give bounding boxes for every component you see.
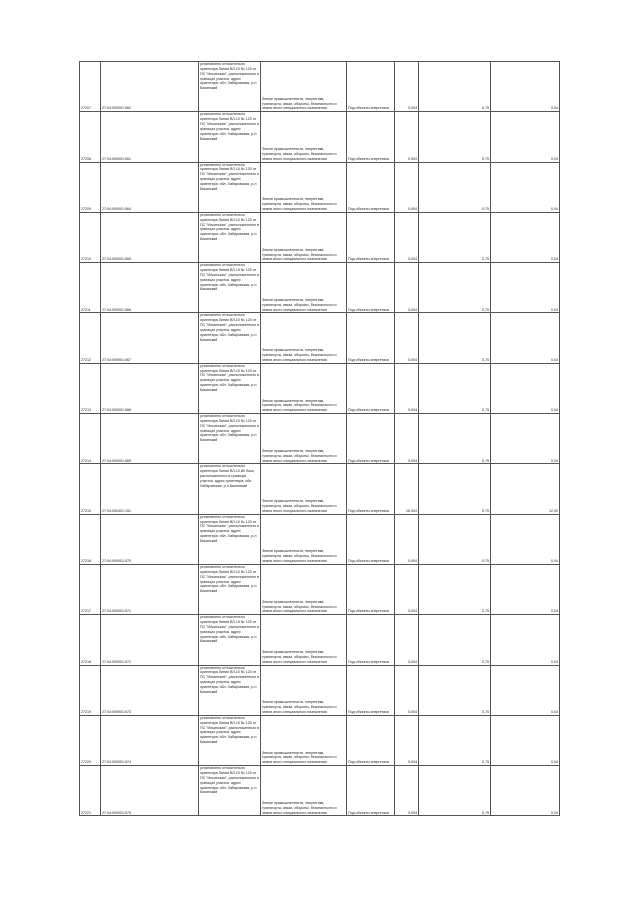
location-description: установлено относительно ориентира Линия ВЛ-10 № 120 от ПС "Ильинская", расположенного в границах участка. адрес ориентира: обл. Хабаровская, р-н Бикинский: [199, 363, 261, 413]
row-number: 27219: [80, 665, 101, 715]
rate-value: 0,75: [419, 62, 491, 112]
rate-value: 0,75: [419, 414, 491, 464]
sum-value: 0,04: [491, 62, 560, 112]
row-number: 27220: [80, 715, 101, 765]
area-value: 0,004: [395, 766, 419, 816]
rate-value: 0,75: [419, 715, 491, 765]
location-description: установлено относительно ориентира Линия ВЛ-10 № 120 от ПС "Ильинская", расположенного в границах участка. адрес ориентира: обл. Хабаровская, р-н Бикинский: [199, 62, 261, 112]
location-description: установлено относительно ориентира Линия ВЛ-10 № 120 от ПС "Ильинская", расположенного в границах участка. адрес ориентира: обл. Хабаровская, р-н Бикинский: [199, 313, 261, 363]
cadastral-number: 27:04:000901:562: [101, 62, 199, 112]
permitted-use: Под объекты энергетики: [347, 313, 395, 363]
cadastral-number: 27:04:000901:569: [101, 414, 199, 464]
cadastral-number: 27:04:000901:574: [101, 715, 199, 765]
location-description: установлено относительно ориентира Линия ВЛ-10 № 120 от ПС "Ильинская", расположенного в границах участка. адрес ориентира: обл. Хабаровская, р-н Бикинский: [199, 715, 261, 765]
row-number: 27207: [80, 62, 101, 112]
land-category: Земли промышленности, энергетики, транспорта, связи, обороны, безопасности и земли иного специального назначения: [261, 766, 347, 816]
sum-value: 0,04: [491, 715, 560, 765]
land-category: Земли промышленности, энергетики, транспорта, связи, обороны, безопасности и земли иного специального назначения: [261, 564, 347, 614]
sum-value: 0,04: [491, 414, 560, 464]
area-value: 0,004: [395, 514, 419, 564]
cadastral-number: 27:04:000901:567: [101, 313, 199, 363]
permitted-use: Под объекты энергетики: [347, 564, 395, 614]
table-row: [80, 162, 560, 212]
rate-value: 0,75: [419, 464, 491, 514]
rate-value: 0,75: [419, 263, 491, 313]
cadastral-number: 27:04:000901:572: [101, 615, 199, 665]
sum-value: 0,04: [491, 263, 560, 313]
sum-value: 0,04: [491, 766, 560, 816]
area-value: 0,004: [395, 263, 419, 313]
land-category: Земли промышленности, энергетики, транспорта, связи, обороны, безопасности и земли иного специального назначения: [261, 162, 347, 212]
permitted-use: Под объекты энергетики: [347, 514, 395, 564]
land-category: Земли промышленности, энергетики, транспорта, связи, обороны, безопасности и земли иного специального назначения: [261, 414, 347, 464]
location-description: установлено относительно ориентира Линия ВЛ-10 № 120 от ПС "Ильинская", расположенного в границах участка. адрес ориентира: обл. Хабаровская, р-н Бикинский: [199, 112, 261, 162]
cadastral-number: 27:04:000901:571: [101, 564, 199, 614]
location-description: установлено относительно ориентира Линия ВЛ-10 № 120 от ПС "Ильинская", расположенного в границах участка. адрес ориентира: обл. Хабаровская, р-н Бикинский: [199, 414, 261, 464]
cadastral-number: 27:04:000901:568: [101, 363, 199, 413]
rate-value: 0,75: [419, 162, 491, 212]
area-value: 0,004: [395, 665, 419, 715]
cadastral-number: 27:04:000901:561: [101, 112, 199, 162]
location-description: установлено относительно ориентира Линия ВЛ-10 № 120 от ПС "Ильинская", расположенного в границах участка. адрес ориентира: обл. Хабаровская, р-н Бикинский: [199, 766, 261, 816]
table-row: [80, 766, 560, 816]
cadastral-number: 27:04:000901:573: [101, 665, 199, 715]
permitted-use: Под объекты энергетики: [347, 414, 395, 464]
table-row: [80, 212, 560, 262]
area-value: 0,004: [395, 363, 419, 413]
location-description: установлено относительно ориентира Линия ВЛ-10 № 120 от ПС "Ильинская", расположенного в границах участка. адрес ориентира: обл. Хабаровская, р-н Бикинский: [199, 665, 261, 715]
cadastral-number: 27:04:000901:565: [101, 212, 199, 262]
row-number: 27208: [80, 112, 101, 162]
sum-value: 0,04: [491, 363, 560, 413]
row-number: 27213: [80, 363, 101, 413]
table-row: [80, 715, 560, 765]
permitted-use: Под объекты энергетики: [347, 715, 395, 765]
area-value: 0,004: [395, 62, 419, 112]
sum-value: 0,04: [491, 514, 560, 564]
location-description: установлено относительно ориентира Линия ВЛ-10 № 120 от ПС "Ильинская", расположенного в границах участка. адрес ориентира: обл. Хабаровская, р-н Бикинский: [199, 615, 261, 665]
sum-value: 0,04: [491, 212, 560, 262]
area-value: 0,004: [395, 615, 419, 665]
area-value: 0,004: [395, 414, 419, 464]
sum-value: 12,00: [491, 464, 560, 514]
sum-value: 0,04: [491, 615, 560, 665]
land-category: Земли промышленности, энергетики, транспорта, связи, обороны, безопасности и земли иного специального назначения: [261, 464, 347, 514]
rate-value: 0,75: [419, 112, 491, 162]
cadastral-number: 27:04:000401:151: [101, 464, 199, 514]
rate-value: 0,75: [419, 665, 491, 715]
row-number: 27215: [80, 464, 101, 514]
rate-value: 0,75: [419, 363, 491, 413]
row-number: 27217: [80, 564, 101, 614]
table-row: [80, 665, 560, 715]
rate-value: 0,75: [419, 313, 491, 363]
land-category: Земли промышленности, энергетики, транспорта, связи, обороны, безопасности и земли иного специального назначения: [261, 313, 347, 363]
table-row: [80, 464, 560, 514]
land-register-table: [79, 61, 560, 816]
permitted-use: Под объекты энергетики: [347, 766, 395, 816]
table-row: [80, 313, 560, 363]
rate-value: 0,75: [419, 615, 491, 665]
sum-value: 0,04: [491, 313, 560, 363]
table-row: [80, 514, 560, 564]
area-value: 16,004: [395, 464, 419, 514]
row-number: 27221: [80, 766, 101, 816]
row-number: 27210: [80, 212, 101, 262]
sum-value: 0,04: [491, 564, 560, 614]
rate-value: 0,75: [419, 514, 491, 564]
land-category: Земли промышленности, энергетики, транспорта, связи, обороны, безопасности и земли иного специального назначения: [261, 363, 347, 413]
cadastral-number: 27:04:000901:566: [101, 263, 199, 313]
table-row: [80, 414, 560, 464]
location-description: установлено относительно ориентира Линия ВЛ-10 № 120 от ПС "Ильинская", расположенного в границах участка. адрес ориентира: обл. Хабаровская, р-н Бикинский: [199, 263, 261, 313]
land-category: Земли промышленности, энергетики, транспорта, связи, обороны, безопасности и земли иного специального назначения: [261, 62, 347, 112]
permitted-use: Под объекты энергетики: [347, 112, 395, 162]
table-body: [80, 62, 560, 816]
land-category: Земли промышленности, энергетики, транспорта, связи, обороны, безопасности и земли иного специального назначения: [261, 112, 347, 162]
land-category: Земли промышленности, энергетики, транспорта, связи, обороны, безопасности и земли иного специального назначения: [261, 665, 347, 715]
permitted-use: Под объекты энергетики: [347, 62, 395, 112]
table-row: [80, 564, 560, 614]
cadastral-number: 27:04:000901:564: [101, 162, 199, 212]
table-row: [80, 263, 560, 313]
location-description: установлено относительно ориентира Линия ВЛ-10 № 120 от ПС "Ильинская", расположенного в границах участка. адрес ориентира: обл. Хабаровская, р-н Бикинский: [199, 514, 261, 564]
area-value: 0,004: [395, 715, 419, 765]
location-description: установлено относительно ориентира Линия ВЛ-10 № 120 от ПС "Ильинская", расположенного в границах участка. адрес ориентира: обл. Хабаровская, р-н Бикинский: [199, 564, 261, 614]
permitted-use: Под объекты энергетики: [347, 162, 395, 212]
table-row: [80, 62, 560, 112]
area-value: 0,004: [395, 112, 419, 162]
permitted-use: Под объекты энергетики: [347, 615, 395, 665]
table-row: [80, 615, 560, 665]
cadastral-number: 27:04:000901:575: [101, 766, 199, 816]
permitted-use: Под объекты энергетики: [347, 212, 395, 262]
rate-value: 0,75: [419, 212, 491, 262]
land-category: Земли промышленности, энергетики, транспорта, связи, обороны, безопасности и земли иного специального назначения: [261, 514, 347, 564]
rate-value: 0,75: [419, 766, 491, 816]
sum-value: 0,04: [491, 162, 560, 212]
land-category: Земли промышленности, энергетики, транспорта, связи, обороны, безопасности и земли иного специального назначения: [261, 615, 347, 665]
permitted-use: Под объекты энергетики: [347, 464, 395, 514]
row-number: 27211: [80, 263, 101, 313]
row-number: 27216: [80, 514, 101, 564]
row-number: 27212: [80, 313, 101, 363]
area-value: 0,004: [395, 313, 419, 363]
location-description: установлено относительно ориентира Линия ВЛ-10 № 120 от ПС "Ильинская", расположенного в границах участка. адрес ориентира: обл. Хабаровская, р-н Бикинский: [199, 212, 261, 262]
area-value: 0,004: [395, 162, 419, 212]
table-row: [80, 363, 560, 413]
permitted-use: Под объекты энергетики: [347, 363, 395, 413]
area-value: 0,004: [395, 564, 419, 614]
sum-value: 0,04: [491, 665, 560, 715]
area-value: 0,004: [395, 212, 419, 262]
location-description: установлено относительно ориентира Линия ВЛ-10 кВ Лазо, расположенного в границах участка. адрес ориентира: обл. Хабаровская, р-н Бикинский: [199, 464, 261, 514]
cadastral-number: 27:04:000901:570: [101, 514, 199, 564]
table-row: [80, 112, 560, 162]
permitted-use: Под объекты энергетики: [347, 263, 395, 313]
sum-value: 0,04: [491, 112, 560, 162]
land-category: Земли промышленности, энергетики, транспорта, связи, обороны, безопасности и земли иного специального назначения: [261, 263, 347, 313]
land-category: Земли промышленности, энергетики, транспорта, связи, обороны, безопасности и земли иного специального назначения: [261, 715, 347, 765]
row-number: 27209: [80, 162, 101, 212]
location-description: установлено относительно ориентира Линия ВЛ-10 № 120 от ПС "Ильинская", расположенного в границах участка. адрес ориентира: обл. Хабаровская, р-н Бикинский: [199, 162, 261, 212]
land-category: Земли промышленности, энергетики, транспорта, связи, обороны, безопасности и земли иного специального назначения: [261, 212, 347, 262]
row-number: 27218: [80, 615, 101, 665]
rate-value: 0,75: [419, 564, 491, 614]
row-number: 27214: [80, 414, 101, 464]
permitted-use: Под объекты энергетики: [347, 665, 395, 715]
